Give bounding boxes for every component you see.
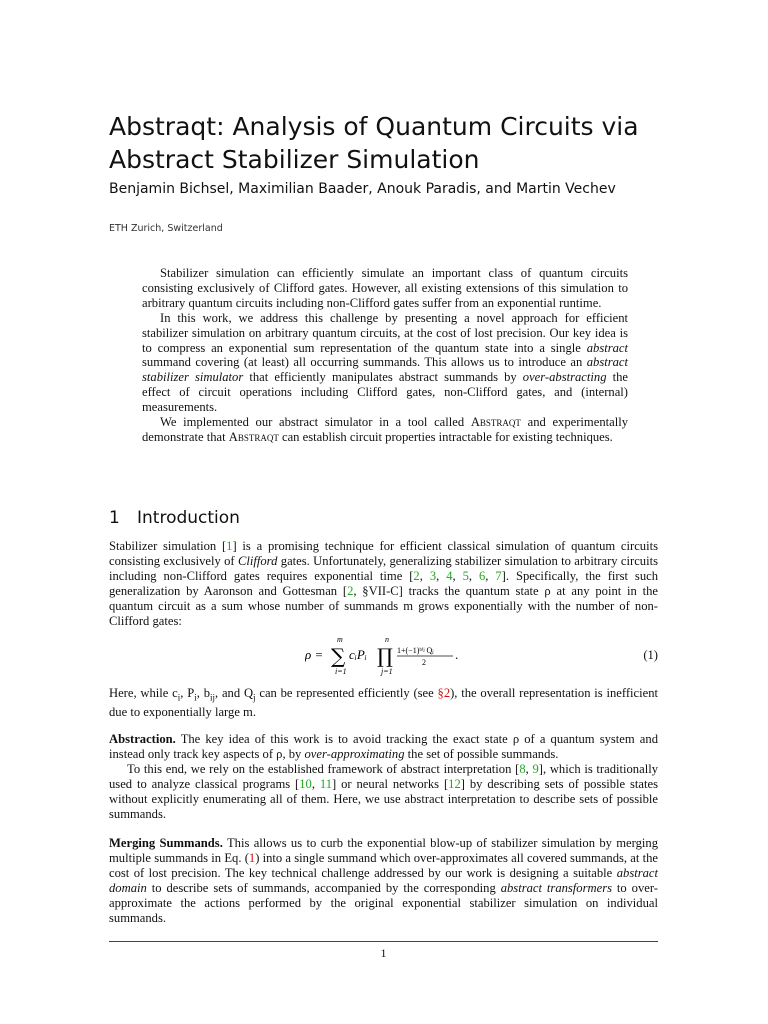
tool-name: Abstraqt [228,429,279,444]
citation-link[interactable]: 10 [299,776,312,791]
citation-link[interactable]: 7 [495,568,502,583]
equation-link[interactable]: 1 [248,850,256,865]
abstract-p2-text: that efficiently manipulates abstract summands by [243,370,523,385]
paper-title: Abstraqt: Analysis of Quantum Circuits via Abstract Stabilizer Simulation [109,112,639,174]
text: gates. Unfortunately, generalizing stabilizer simulation to arbitrary circuits including non-Clifford gates requires exponential time [ [109,553,659,583]
section-title: Introduction [137,508,240,528]
emph: abstract transformers [500,880,612,895]
text: Stabilizer simulation [ [109,539,227,553]
tool-name: Abstraqt [470,415,521,430]
merging-paragraph [109,836,658,925]
text: ] by describing sets of possible states without explicitly enumerating all of them. Here, we use abstract interpretation to describe sets of possible summands. [109,776,659,821]
abstract-paragraph-3 [142,415,628,445]
affiliation: ETH Zurich, Switzerland [109,223,223,234]
text: Here, while c [109,686,178,700]
text: ), the overall representation is inefficient due to exponentially large m. [109,686,659,720]
eq-sum-bottom: i=1 [335,667,347,676]
text: ] is a promising technique for efficient classical simulation of quantum circuits consisting exclusively of [109,539,658,568]
section-link[interactable]: §2 [437,686,451,700]
citation-link[interactable]: 11 [319,776,333,791]
section-number: 1 [109,508,120,528]
eq-sum-sign: ∑ [331,644,346,668]
text: This allows us to curb the exponential blow-up of stabilizer simulation by merging multiple summands in Eq. ( [109,836,659,865]
citation-link[interactable]: 3 [429,568,437,583]
abstract [142,266,628,445]
text: to over-approximate the actions performed by the original exponential stabilizer simulation on individual summands. [109,880,658,925]
text: , b [196,686,211,700]
eq-prod-bottom: j=1 [381,667,393,676]
abstract-p3-text: can establish circuit properties intractable for existing techniques. [278,429,613,444]
abstract-p3-text: and experimentally demonstrate that [142,415,628,444]
abstract-p2-emph: over-abstracting [522,370,607,385]
emph: over-approximating [304,746,405,761]
text: , §VII-C] tracks the quantum state ρ at any point in the quantum circuit as a sum whose number of summands m grows exponentially with the number of non-Clifford gates: [109,583,658,628]
eq-sum-top: m [337,636,343,644]
intro-paragraph-1: Stabilizer simulation [1] is a promising technique for efficient classical simulation of quantum circuits consisting exclusively of Clifford gates. Unfortunately, generalizing stabilizer simulation to arbitrary circuits including non-Clifford gates requires exponential time [2, 3, 4, 5, 6, 7]. Specifically, the first such generalization by Aaronson and Gottesman [2, §VII-C] tracks the quantum state ρ at any point in the quantum circuit as a sum whose number of summands m grows exponentially with the number of non-Clifford gates: [109,539,659,628]
eq-period: . [455,647,459,662]
eq-term: cᵢPᵢ [349,647,367,662]
abstract-p1-text: Stabilizer simulation can efficiently simulate an important class of quantum circuits consisting exclusively of Clifford gates. However, all existing extensions of this simulation to arbitrary quantum circuits including non-Clifford gates suffer from an exponential runtime. [142,266,628,310]
text: can be represented efficiently (see [255,686,438,700]
citation-link[interactable]: 2 [413,568,420,583]
citation-link[interactable]: 6 [478,568,486,583]
citation-link[interactable]: 4 [446,568,453,583]
text: the set of possible summands. [404,746,559,761]
abstract-p2-emph: abstract [586,340,628,355]
abstract-p3-text: We implemented our abstract simulator in a tool called [160,415,471,430]
abstract-p2-emph: abstract stabilizer simulator [142,355,628,385]
text: ], which is traditionally used to analyze classical programs [ [109,761,658,791]
eq-frac-den: 2 [422,658,426,667]
emph: abstract domain [109,865,658,895]
paragraph-heading: Abstraction. [109,732,176,746]
emph: Clifford [237,553,278,568]
text: , and Q [215,686,254,700]
footer-rule [109,941,658,942]
text: , P [180,686,195,700]
citation-link[interactable]: 1 [226,539,233,553]
text: ]. Specifically, the first such generalization by Aaronson and Gottesman [ [109,568,659,598]
text: The key idea of this work is to avoid tracking the exact state ρ of a quantum system and instead only track key aspects of ρ, by [109,732,658,761]
equation-1 [109,636,658,676]
eq-frac-num: 1+(−1)ᵇⁱʲ Qⱼ [397,646,434,655]
eq-prod-top: n [385,636,389,644]
abstract-paragraph-1 [142,266,628,311]
eq-lhs: ρ = [305,647,324,662]
paragraph-heading: Merging Summands. [109,836,223,850]
citation-link[interactable]: 5 [462,568,469,583]
abstract-p2-text: summand covering (at least) all occurring summands. This allows us to introduce an [142,355,587,370]
intro-paragraph-2: Here, while $c_i$, $P_i$, $b_{ij}$, and $Q_j$ can be represented efficiently (see §2), the overall representation is inefficient due to exponentially large m. [109,686,659,720]
citation-link[interactable]: 8 [519,761,526,776]
citation-link[interactable]: 12 [448,776,461,791]
citation-link[interactable]: 9 [532,761,539,776]
text: to describe sets of summands, accompanied by the corresponding [146,880,501,895]
section-heading-introduction [109,508,240,528]
equation-number: (1) [643,648,658,662]
text: ] or neural networks [ [332,776,449,791]
eq-prod-sign: ∏ [377,644,393,668]
text: ) into a single summand which over-approximates all covered summands, at the cost of lost precision. The key technical challenge addressed by our work is designing a suitable [109,850,658,880]
abstract-paragraph-2 [142,311,628,415]
abstract-p2-text: In this work, we address this challenge by presenting a novel approach for efficient stabilizer simulation on arbitrary quantum circuits, at the cost of lost precision. Our key idea is to compress an exponential sum representation of the quantum state into a single [142,310,628,355]
paper-authors: Benjamin Bichsel, Maximilian Baader, Anouk Paradis, and Martin Vechev [109,181,616,197]
citation-link[interactable]: 2 [347,583,354,598]
abstract-p2-text: the effect of circuit operations including Clifford gates, non-Clifford gates, and (internal) measurements. [142,370,628,415]
page-number: 1 [380,946,387,960]
abstraction-paragraph: Abstraction. The key idea of this work is to avoid tracking the exact state ρ of a quantum system and instead only track key aspects of ρ, by over-approximating the set of possible summands. To this end, we rely on the established framework of abstract interpretation [8, 9], which is traditionally used to analyze classical programs [10, 11] or neural networks [12] by describing sets of possible states without explicitly enumerating all of them. Here, we use abstract interpretation to describe sets of possible summands. [109,732,659,821]
text: To this end, we rely on the established framework of abstract interpretation [ [127,761,520,776]
